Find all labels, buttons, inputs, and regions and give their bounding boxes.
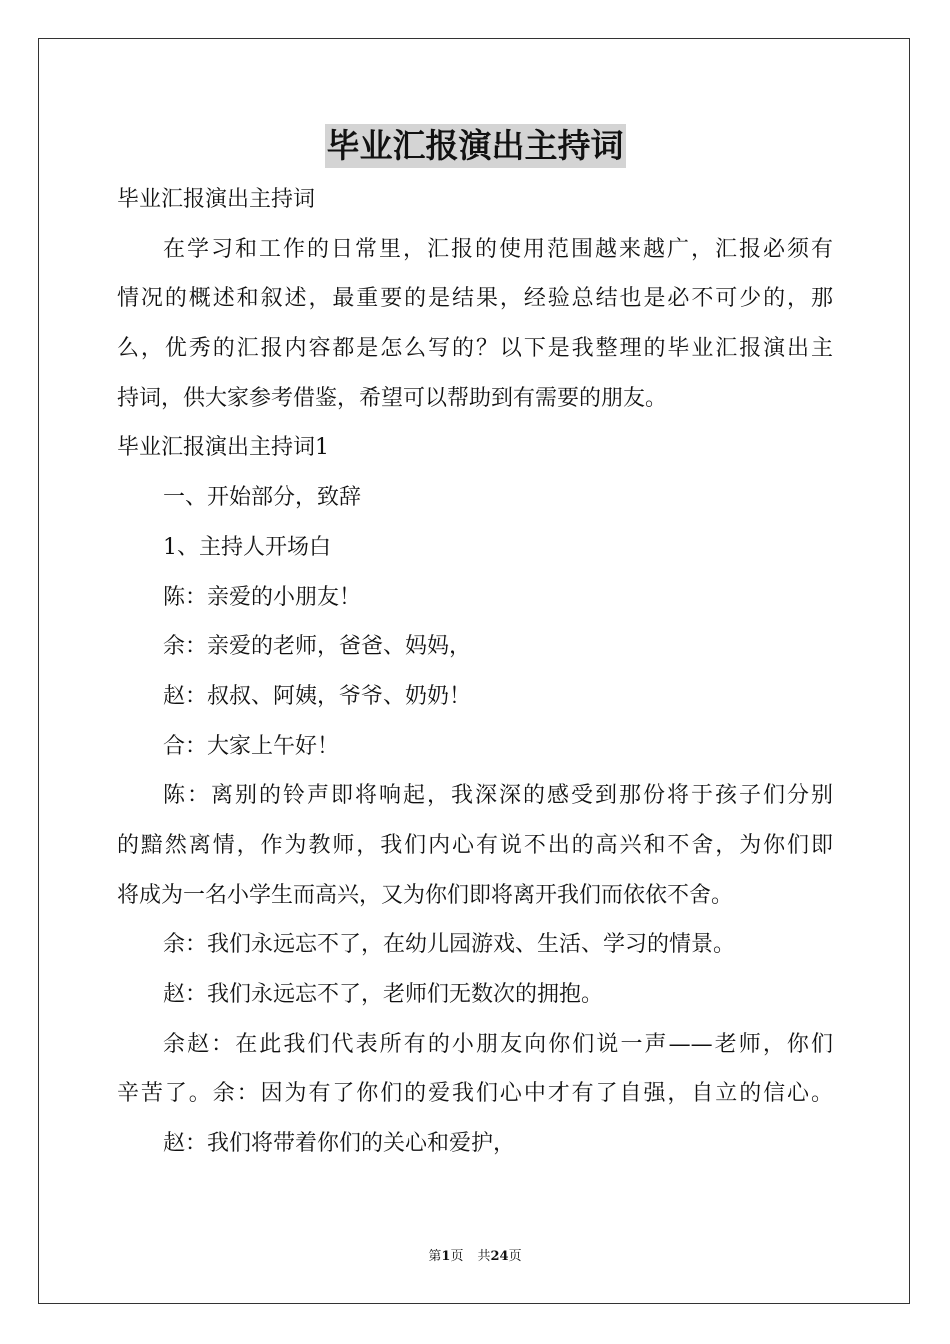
body-line: 在学习和工作的日常里，汇报的使用范围越来越广，汇报必须有 [163,236,833,262]
dialogue-line: 的黯然离情，作为教师，我们内心有说不出的高兴和不舍，为你们即 [117,832,833,858]
dialogue-line: 赵：我们永远忘不了，老师们无数次的拥抱。 [163,982,604,1007]
body-line: 情况的概述和叙述，最重要的是结果，经验总结也是必不可少的，那 [117,286,833,312]
total-suffix: 页 [508,1249,522,1264]
dialogue-line: 合：大家上午好！ [163,733,340,759]
body-line: 1、主持人开场白 [163,534,331,560]
dialogue-line: 将成为一名小学生而高兴，又为你们即将离开我们而依依不舍。 [117,882,734,908]
body-line: 么，优秀的汇报内容都是怎么写的？以下是我整理的毕业汇报演出主 [117,336,833,362]
section-heading: 毕业汇报演出主持词1 [117,435,329,461]
body-line: 一、开始部分，致辞 [163,485,362,511]
total-prefix: 共 [477,1249,491,1264]
page-prefix: 第 [428,1249,442,1264]
title-area [0,124,950,168]
dialogue-line: 余赵：在此我们代表所有的小朋友向你们说一声——老师，你们 [163,1031,833,1057]
dialogue-line: 赵：我们将带着你们的关心和爱护， [163,1131,516,1157]
page-footer [0,1248,950,1266]
dialogue-line: 陈：离别的铃声即将响起，我深深的感受到那份将于孩子们分别 [163,783,833,809]
dialogue-line: 余：亲爱的老师，爸爸、妈妈， [163,634,472,660]
body-line: 毕业汇报演出主持词 [117,187,316,212]
dialogue-line: 赵：叔叔、阿姨，爷爷、奶奶！ [163,683,472,709]
dialogue-line: 余：我们永远忘不了，在幼儿园游戏、生活、学习的情景。 [163,932,736,958]
dialogue-line: 陈：亲爱的小朋友！ [163,584,362,610]
document-title: 毕业汇报演出主持词 [325,124,626,168]
document-body [117,175,833,1169]
dialogue-line: 辛苦了。余：因为有了你们的爱我们心中才有了自强，自立的信心。 [117,1081,833,1107]
total-pages: 24 [490,1249,509,1264]
page-suffix: 页 [450,1249,464,1264]
page-number: 1 [441,1249,451,1264]
body-line: 持词，供大家参考借鉴，希望可以帮助到有需要的朋友。 [117,385,668,411]
